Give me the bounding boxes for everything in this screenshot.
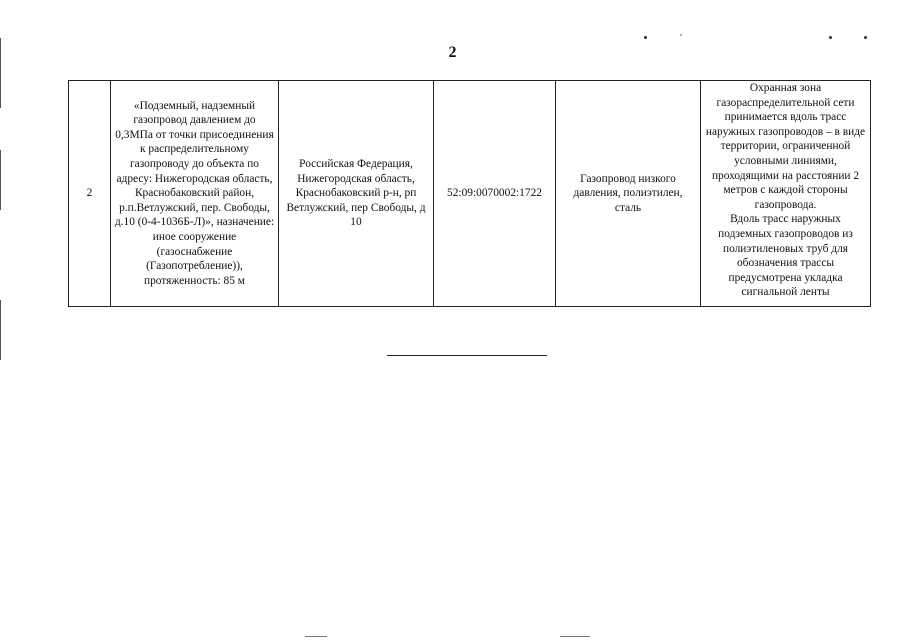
scan-speck: [644, 36, 647, 39]
scan-speck: [864, 36, 867, 39]
protection-zone-cell: Охранная зона газораспределительной сети принимается вдоль трасс наружных газопроводов – в виде территории, ограниченной условными линиями, проходящими на расстоянии 2 метров с каждой стороны газопровода. Вдоль трасс наружных подземных газопроводов из полиэтиленовых труб для обозначения трассы предусмотрена укладка сигнальной ленты: [701, 81, 871, 307]
scan-edge-mark: [305, 636, 327, 637]
scan-edge-mark: [560, 636, 590, 637]
row-number-cell: 2: [69, 81, 111, 307]
object-description-cell: «Подземный, надземный газопровод давлением до 0,3МПа от точки присоединения к распределительному газопроводу до объекта по адресу: Нижегородская область, Краснобаковский район, р.п.Ветлужский, пер. Свободы, д.10 (0-4-1036Б-Л)», назначение: иное сооружение (газоснабжение (Газопотребление)), протяженность: 85 м: [111, 81, 279, 307]
table-row: [69, 81, 871, 307]
page-number: 2: [448, 44, 457, 61]
scan-edge-mark: [0, 300, 1, 360]
scan-edge-mark: [0, 38, 1, 108]
location-cell: Российская Федерация, Нижегородская область, Краснобаковский р-н, рп Ветлужский, пер Свободы, д 10: [279, 81, 434, 307]
characteristics-cell: Газопровод низкого давления, полиэтилен, сталь: [556, 81, 701, 307]
closing-rule: [387, 355, 547, 356]
cadastral-number-cell: 52:09:0070002:1722: [434, 81, 556, 307]
registry-table: [68, 80, 871, 307]
scan-speck: [829, 36, 832, 39]
scan-speck: [680, 34, 682, 36]
scan-edge-mark: [0, 150, 1, 210]
